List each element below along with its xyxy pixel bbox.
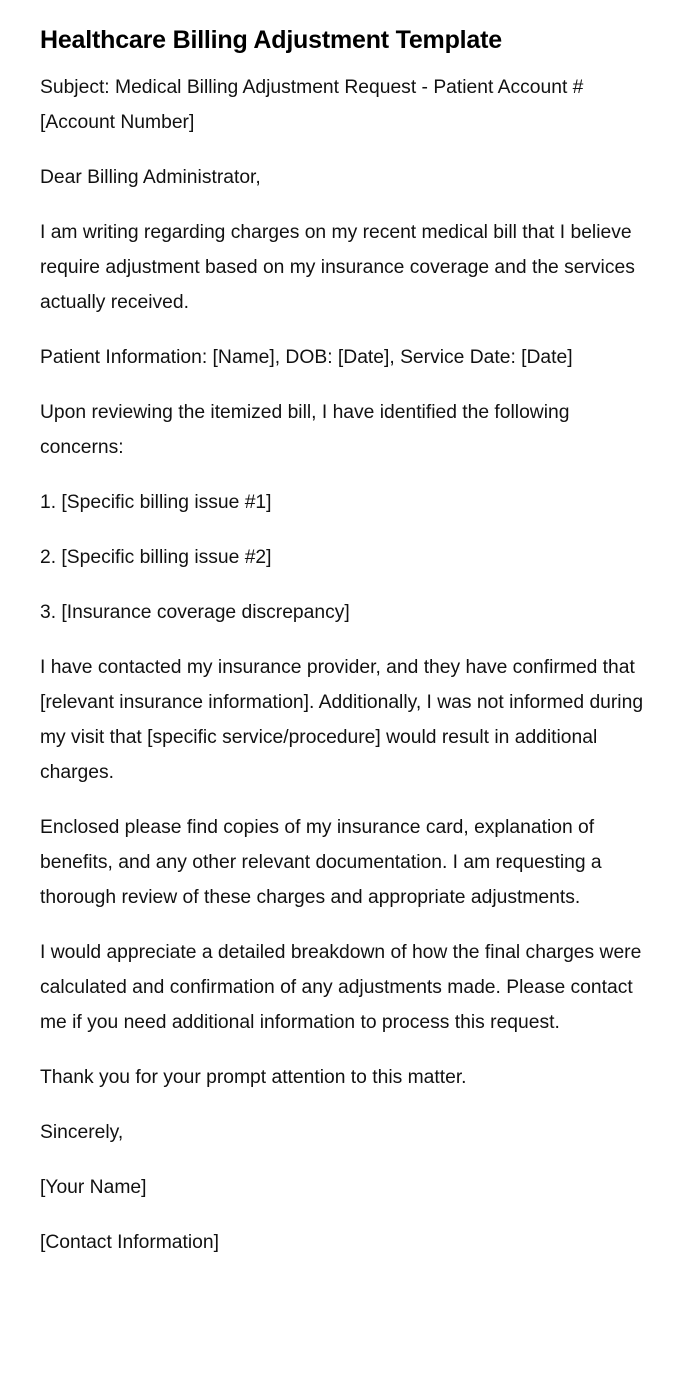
intro-paragraph: I am writing regarding charges on my recent medical bill that I believe require adjustment based on my insurance coverage and the services actually received. (40, 222, 635, 313)
insurance-contact-paragraph: I have contacted my insurance provider, and they have confirmed that [relevant insurance information]. Additionally, I was not informed during my visit that [specific service/procedure] would result in additional charges. (40, 657, 644, 783)
issue-item: 2. [Specific billing issue #2] (40, 547, 272, 568)
issue-item: 3. [Insurance coverage discrepancy] (40, 602, 350, 623)
salutation: Dear Billing Administrator, (40, 167, 261, 188)
thanks-line: Thank you for your prompt attention to this matter. (40, 1067, 467, 1088)
review-intro: Upon reviewing the itemized bill, I have identified the following concerns: (40, 402, 570, 458)
signature-name: [Your Name] (40, 1177, 147, 1198)
page-title: Healthcare Billing Adjustment Template (40, 26, 502, 54)
closing: Sincerely, (40, 1122, 124, 1143)
contact-info: [Contact Information] (40, 1232, 219, 1253)
patient-info: Patient Information: [Name], DOB: [Date], Service Date: [Date] (40, 347, 573, 368)
enclosures-paragraph: Enclosed please find copies of my insurance card, explanation of benefits, and any other relevant documentation. I am requesting a thorough review of these charges and appropriate adjustments. (40, 817, 602, 908)
subject-line: Subject: Medical Billing Adjustment Request - Patient Account #[Account Number] (40, 77, 584, 133)
issue-item: 1. [Specific billing issue #1] (40, 492, 272, 513)
letter-document (40, 22, 644, 1280)
breakdown-request-paragraph: I would appreciate a detailed breakdown of how the final charges were calculated and confirmation of any adjustments made. Please contact me if you need additional information to process this request. (40, 942, 642, 1033)
